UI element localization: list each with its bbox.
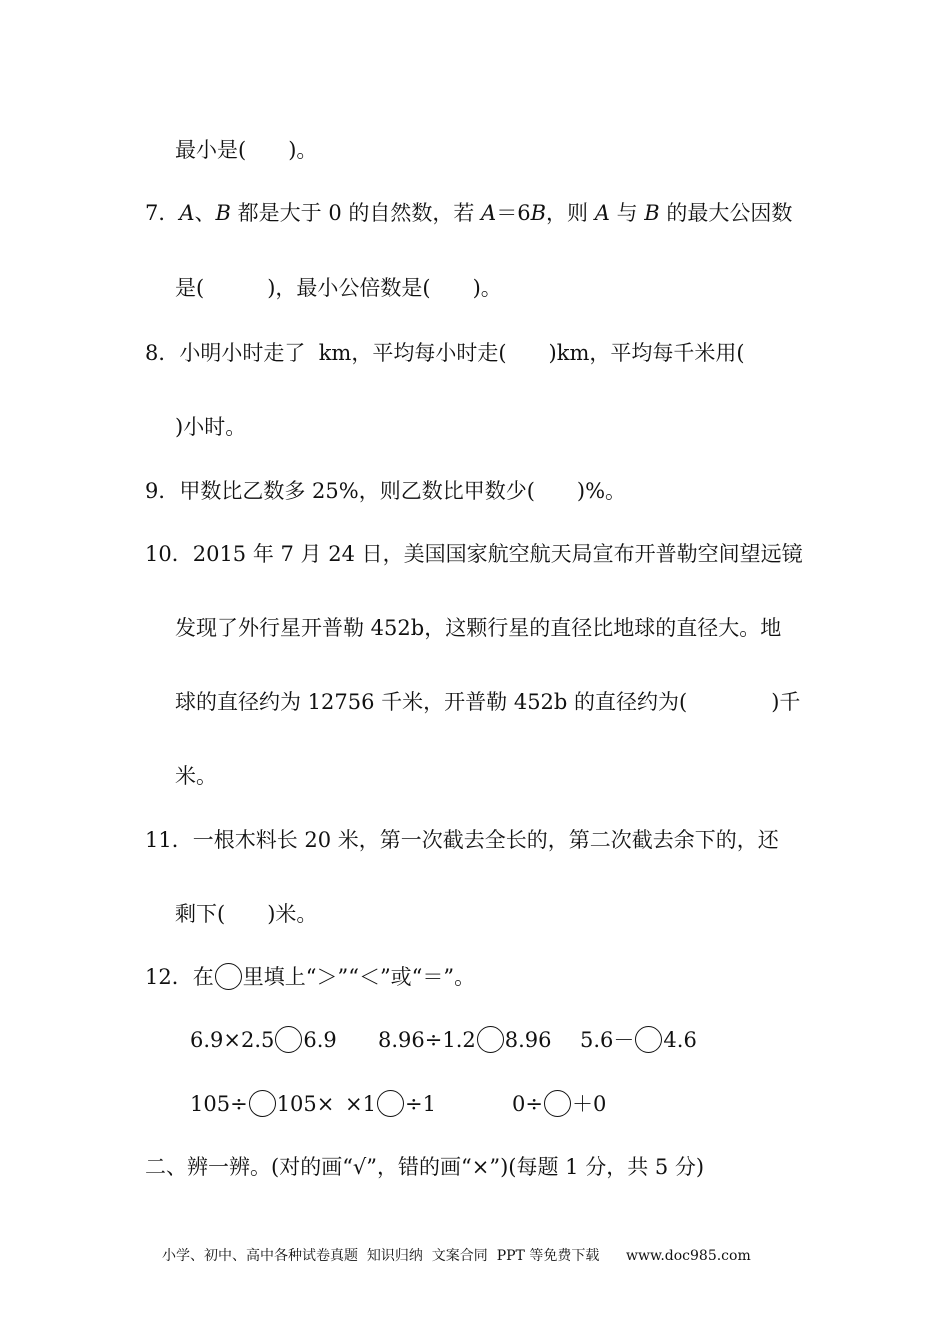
q6-continuation: 最小是( )。 — [175, 138, 318, 162]
answer-circle-icon[interactable] — [377, 1090, 404, 1117]
compare-item: ×1 ÷1 — [345, 1092, 436, 1116]
compare-item: 5.6－ 4.6 — [580, 1028, 697, 1052]
var-b: B — [644, 201, 660, 225]
answer-circle-icon — [215, 963, 242, 990]
q7-continuation: 是( )，最小公倍数是( )。 — [175, 276, 502, 300]
question-10: 10．2015 年 7 月 24 日，美国国家航空航天局宣布开普勒空间望远镜 — [145, 542, 803, 566]
question-11: 11．一根木料长 20 米，第一次截去全长的，第二次截去余下的，还 — [145, 828, 779, 852]
answer-circle-icon[interactable] — [544, 1090, 571, 1117]
q7-number: 7． — [145, 201, 180, 225]
q10-line-3: 球的直径约为 12756 千米，开普勒 452b 的直径约为( )千 — [175, 690, 801, 714]
question-9: 9．甲数比乙数多 25%，则乙数比甲数少( )%。 — [145, 479, 627, 503]
var-a: A — [179, 201, 195, 225]
q11-continuation: 剩下( )米。 — [175, 902, 318, 926]
page-footer: 小学、初中、高中各种试卷真题 知识归纳 文案合同 PPT 等免费下载 www.doc985.com — [162, 1248, 751, 1264]
compare-item: 0÷ ＋0 — [512, 1092, 607, 1116]
q10-line-4: 米。 — [175, 764, 217, 788]
var-b: B — [530, 201, 547, 225]
answer-circle-icon[interactable] — [477, 1026, 504, 1053]
question-7: 7．A、B 都是大于 0 的自然数，若 A＝6B，则 A 与 B 的最大公因数 — [145, 201, 793, 225]
compare-item: 6.9×2.5 6.9 — [190, 1028, 337, 1052]
compare-item: 105÷ 105× — [190, 1092, 335, 1116]
question-12: 12．在 里填上“＞”“＜”或“＝”。 — [145, 965, 476, 989]
var-b: B — [215, 201, 231, 225]
answer-circle-icon[interactable] — [635, 1026, 662, 1053]
q8-continuation: )小时。 — [175, 415, 247, 439]
section-2-title: 二、辨一辨。(对的画“√”，错的画“×”)(每题 1 分，共 5 分) — [145, 1155, 705, 1179]
answer-circle-icon[interactable] — [249, 1090, 276, 1117]
var-a: A — [594, 201, 610, 225]
var-a: A — [481, 201, 497, 225]
answer-circle-icon[interactable] — [275, 1026, 302, 1053]
question-8: 8．小明小时走了 km，平均每小时走( )km，平均每千米用( — [145, 341, 745, 365]
q10-line-2: 发现了外行星开普勒 452b，这颗行星的直径比地球的直径大。地 — [175, 616, 782, 640]
compare-item: 8.96÷1.2 8.96 — [378, 1028, 552, 1052]
